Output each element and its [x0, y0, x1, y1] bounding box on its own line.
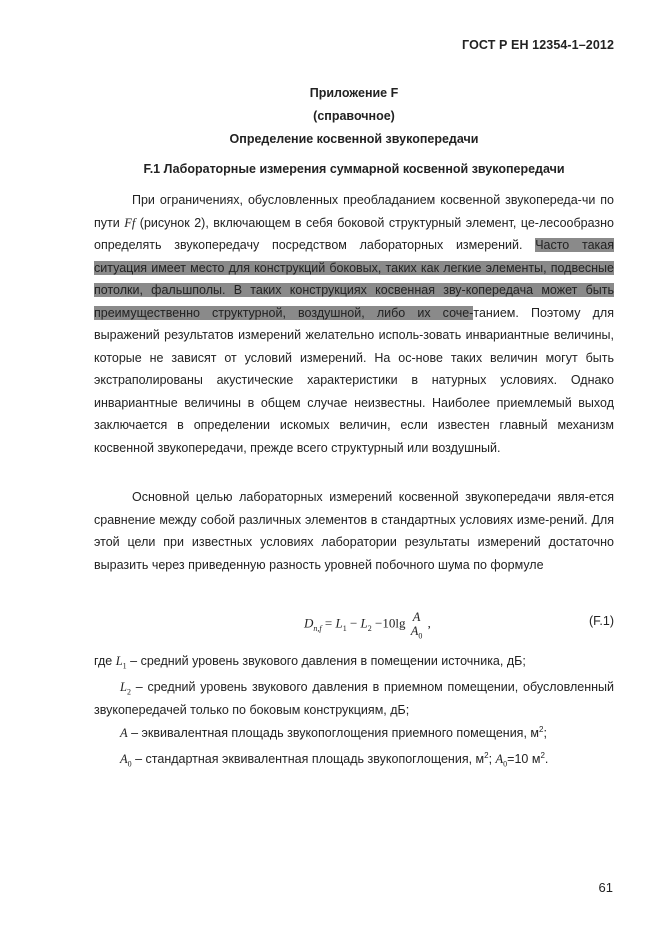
- definition-l2-sub: 2: [126, 687, 131, 697]
- definition-a0-value-sup: 2: [540, 750, 545, 760]
- appendix-subtitle: (справочное): [313, 109, 395, 123]
- definition-l1: [94, 650, 614, 673]
- paragraph-1-part-1: При ограничениях, обусловленных преобладанием косвенной звукопереда-чи по пути: [94, 193, 614, 230]
- paragraph-1-part-3: танием. Поэтому для выражений результатов измерений желательно исполь-зовать инвариантные величины, которые не зависят от условий измерений. На ос-нове таких величин могут быть экстраполированы акустические характеристики в натурных условиях. Однако инвариантные величины в общем случае неизвестны. Наиболее приемлемый выход заключается в определении искомых величин, если известен главный механизм косвенной звукопередачи, прежде всего структурный или воздушный.: [94, 305, 614, 455]
- path-ff: Ff: [124, 215, 136, 230]
- formula-l1: L: [335, 615, 343, 631]
- formula-d: D: [304, 615, 314, 631]
- definition-a0-sep: ;: [488, 752, 496, 766]
- definition-a0-sub-2: 0: [503, 759, 508, 769]
- definition-l1-sub: 1: [122, 661, 127, 671]
- section-heading: F.1 Лабораторные измерения суммарной косвенной звукопередачи: [143, 162, 565, 176]
- paragraph-1: [94, 189, 614, 459]
- page-number: 61: [598, 880, 613, 895]
- definition-l2-text: – средний уровень звукового давления в приемном помещении, обусловленный звукопередачей только по боковым конструкциям, дБ;: [94, 680, 614, 717]
- definition-a0-value: =10 м: [507, 752, 541, 766]
- formula-comma: ,: [424, 615, 431, 631]
- formula-l2-sub: 2: [367, 624, 372, 634]
- formula-minus-2: −10lg: [371, 615, 409, 631]
- where-word: где: [94, 654, 116, 668]
- standard-number: ГОСТ Р ЕН 12354-1–2012: [462, 38, 614, 52]
- formula-l1-sub: 1: [342, 624, 347, 634]
- definition-a0-symbol: A: [120, 752, 128, 766]
- definition-a0-text: – стандартная эквивалентная площадь звукопоглощения, м: [131, 752, 485, 766]
- formula-denominator: [410, 624, 423, 641]
- highlighted-text: Часто такая ситуация имеет место для конструкций боковых, таких как легкие элементы, подвесные потолки, фальшполы. В таких конструкциях косвенная зву-копередача может быть преимущественно структурной, воздушной, либо их соче-: [94, 238, 614, 320]
- definition-a-symbol: A: [120, 726, 128, 740]
- definition-a0-sub: 0: [127, 759, 132, 769]
- formula-f1: [94, 606, 614, 646]
- definition-a-end: ;: [543, 726, 547, 740]
- paragraph-2: Основной целью лабораторных измерений косвенной звукопередачи явля-ется сравнение между собой различных элементов в стандартных условиях изме-рений. Для этой цели при известных условиях лаборатории результаты измерений достаточно выразить через приведенную разность уровней побочного шума по формуле: [94, 490, 614, 572]
- definition-l1-symbol: L: [115, 654, 123, 668]
- formula-d-sub: n,f: [313, 624, 322, 634]
- definition-a0-sup: 2: [484, 750, 489, 760]
- formula-expression: [304, 610, 431, 641]
- definition-l2: [94, 676, 614, 721]
- formula-l2: L: [360, 615, 368, 631]
- paragraph-1-part-2: (рисунок 2), включающем в себя боковой структурный элемент, це-лесообразно определять звукопередачу посредством лабораторных измерений.: [94, 215, 615, 252]
- definition-a-text: – эквивалентная площадь звукопоглощения приемного помещения, м: [127, 726, 539, 740]
- formula-label: (F.1): [589, 614, 614, 628]
- appendix-title: Приложение F: [309, 86, 399, 100]
- formula-eq: =: [321, 615, 336, 631]
- formula-den-a: A: [410, 624, 419, 638]
- definition-a0-end: .: [544, 752, 549, 766]
- formula-den-sub: 0: [418, 631, 423, 641]
- definition-a-sup: 2: [539, 724, 544, 734]
- definition-a0-symbol-2: A: [495, 752, 504, 766]
- formula-fraction: [410, 610, 423, 641]
- definition-a: [94, 722, 614, 745]
- definition-a0: [94, 748, 614, 771]
- formula-numerator: A: [412, 610, 421, 624]
- definition-l1-text: – средний уровень звукового давления в помещении источника, дБ;: [126, 654, 526, 668]
- definition-l2-symbol: L: [120, 680, 127, 694]
- formula-minus-1: −: [346, 615, 361, 631]
- appendix-heading: Определение косвенной звукопередачи: [229, 132, 479, 146]
